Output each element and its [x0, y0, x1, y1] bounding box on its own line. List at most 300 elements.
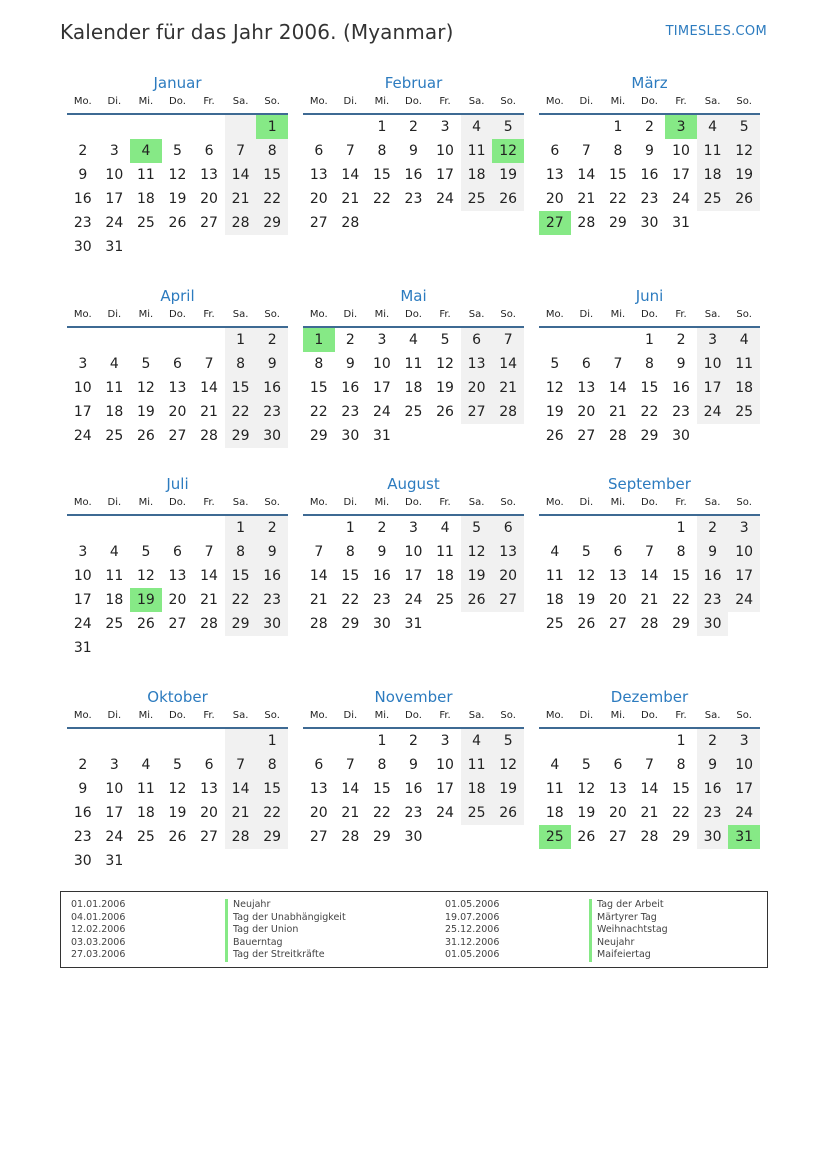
day-cell: 3 — [109, 143, 119, 159]
weekday-label: Do. — [169, 497, 186, 508]
weekday-label: Di. — [579, 309, 594, 320]
weekend-day: 29 — [225, 612, 257, 636]
day-cell: 9 — [409, 143, 418, 159]
day-cell: 21 — [341, 191, 360, 207]
weekday-label: So. — [264, 309, 280, 320]
day-cell: 26 — [136, 616, 155, 632]
month-6 — [539, 286, 760, 448]
day-blank — [162, 328, 194, 352]
legend-date: 19.07.2006 — [445, 911, 500, 923]
weekday-label: Mi. — [374, 710, 390, 721]
weekday-label: So. — [500, 710, 516, 721]
legend-holiday-name: Tag der Arbeit — [597, 899, 664, 910]
day-cell: 12 — [168, 167, 187, 183]
weekend-day: 4 — [728, 328, 760, 352]
weekday-header — [67, 306, 288, 328]
weekend-day: 6 — [492, 516, 524, 540]
month-name: August — [387, 475, 440, 493]
day-cell: 13 — [309, 167, 328, 183]
day-cell: 25 — [545, 616, 564, 632]
day-cell: 16 — [341, 380, 360, 396]
weekend-day: 9 — [256, 352, 288, 376]
day-blank — [571, 328, 603, 352]
weekend-day: 16 — [697, 564, 729, 588]
weekend-day: 28 — [225, 825, 257, 849]
weekend-day: 10 — [697, 352, 729, 376]
day-blank — [602, 516, 634, 540]
legend-holiday-name: Neujahr — [233, 899, 271, 910]
weekend-day: 22 — [225, 400, 257, 424]
day-cell: 17 — [672, 167, 690, 183]
day-cell: 15 — [372, 781, 391, 797]
weekday-label: Do. — [405, 96, 422, 107]
day-cell: 17 — [105, 805, 124, 821]
legend-date: 01.05.2006 — [445, 949, 500, 961]
weekday-label: So. — [264, 497, 280, 508]
weekend-day: 10 — [728, 540, 760, 564]
weekend-day: 5 — [461, 516, 493, 540]
day-cell: 22 — [341, 592, 360, 608]
weekday-label: Fr. — [439, 710, 451, 721]
month-10 — [67, 687, 288, 873]
day-cell: 21 — [200, 592, 218, 608]
weekend-day: 18 — [461, 777, 493, 801]
day-cell: 24 — [73, 428, 92, 444]
weekend-day: 5 — [728, 115, 760, 139]
day-cell: 29 — [341, 616, 360, 632]
day-cell: 3 — [109, 757, 119, 773]
day-cell: 8 — [377, 757, 387, 773]
day-blank — [303, 115, 335, 139]
weekday-label: Do. — [169, 710, 186, 721]
day-cell: 19 — [136, 404, 155, 420]
day-cell: 26 — [168, 829, 187, 845]
weekday-label: Mo. — [309, 96, 328, 107]
day-cell: 2 — [377, 520, 387, 536]
weekday-label: Sa. — [704, 96, 721, 107]
weekend-day: 8 — [256, 753, 288, 777]
weekday-label: Fr. — [439, 309, 451, 320]
day-cell: 9 — [377, 544, 387, 560]
day-cell: 10 — [672, 143, 690, 159]
day-cell: 17 — [404, 568, 423, 584]
weekend-day: 23 — [697, 801, 729, 825]
day-cell: 10 — [404, 544, 423, 560]
weekend-day: 8 — [225, 540, 257, 564]
day-cell: 3 — [78, 544, 88, 560]
weekday-label: Di. — [579, 497, 594, 508]
day-cell: 24 — [672, 191, 690, 207]
weekend-day: 19 — [461, 564, 493, 588]
day-cell: 28 — [309, 616, 328, 632]
weekday-label: Mo. — [73, 497, 92, 508]
day-cell: 8 — [314, 356, 324, 372]
weekend-day: 7 — [225, 139, 257, 163]
day-cell: 2 — [345, 332, 355, 348]
day-blank — [67, 729, 99, 753]
day-cell: 30 — [640, 215, 659, 231]
day-cell: 1 — [645, 332, 654, 348]
day-cell: 31 — [73, 640, 92, 656]
day-blank — [130, 516, 162, 540]
weekday-label: So. — [736, 710, 752, 721]
day-cell: 7 — [204, 544, 214, 560]
day-cell: 25 — [136, 215, 155, 231]
weekend-day: 11 — [697, 139, 729, 163]
weekend-day: 24 — [697, 400, 729, 424]
day-cell: 4 — [109, 356, 119, 372]
day-cell: 18 — [136, 191, 155, 207]
weekday-label: Sa. — [232, 497, 249, 508]
day-cell: 7 — [314, 544, 324, 560]
weekend-day: 23 — [256, 588, 288, 612]
day-cell: 7 — [645, 544, 654, 560]
weekday-label: So. — [264, 96, 280, 107]
day-blank — [99, 516, 131, 540]
day-blank — [162, 516, 194, 540]
day-cell: 2 — [676, 332, 686, 348]
legend-holiday-name: Tag der Unabhängigkeit — [233, 911, 346, 923]
weekday-label: Sa. — [468, 710, 485, 721]
day-cell: 8 — [345, 544, 355, 560]
weekday-label: Mi. — [138, 497, 154, 508]
day-cell: 21 — [640, 805, 659, 821]
day-cell: 28 — [200, 616, 218, 632]
weekend-day: 15 — [256, 163, 288, 187]
weekend-day: 3 — [697, 328, 729, 352]
day-cell: 6 — [613, 544, 623, 560]
weekend-day: 18 — [461, 163, 493, 187]
day-cell: 10 — [73, 380, 92, 396]
day-cell: 22 — [372, 191, 391, 207]
day-cell: 19 — [577, 592, 596, 608]
day-cell: 24 — [404, 592, 423, 608]
weekend-day: 12 — [728, 139, 760, 163]
day-cell: 3 — [377, 332, 387, 348]
page-title: Kalender für das Jahr 2006. (Myanmar) — [60, 20, 454, 44]
weekend-day: 16 — [256, 376, 288, 400]
weekend-day: 25 — [728, 400, 760, 424]
weekday-label: Mo. — [309, 710, 328, 721]
day-cell: 13 — [608, 781, 627, 797]
holiday-day: 19 — [130, 588, 162, 612]
day-cell: 3 — [409, 520, 418, 536]
day-grid — [539, 516, 760, 636]
weekend-day: 21 — [492, 376, 524, 400]
weekday-label: Di. — [343, 309, 358, 320]
day-cell: 15 — [640, 380, 659, 396]
day-cell: 15 — [672, 568, 690, 584]
day-cell: 24 — [105, 215, 124, 231]
day-cell: 14 — [200, 568, 218, 584]
weekday-label: Mo. — [545, 309, 564, 320]
weekend-day: 10 — [728, 753, 760, 777]
day-cell: 23 — [640, 191, 659, 207]
weekday-header — [67, 494, 288, 516]
day-cell: 16 — [404, 167, 423, 183]
day-cell: 27 — [309, 829, 328, 845]
weekend-day: 19 — [492, 777, 524, 801]
weekday-label: Mo. — [309, 309, 328, 320]
day-cell: 19 — [545, 404, 564, 420]
weekday-label: Sa. — [232, 96, 249, 107]
day-cell: 23 — [404, 805, 423, 821]
day-cell: 5 — [141, 544, 151, 560]
weekday-header — [303, 494, 524, 516]
weekday-label: Di. — [107, 497, 122, 508]
day-cell: 10 — [105, 167, 124, 183]
weekday-label: Sa. — [468, 497, 485, 508]
day-cell: 16 — [404, 781, 423, 797]
weekday-label: Fr. — [203, 309, 215, 320]
month-11 — [303, 687, 524, 849]
weekend-day: 28 — [225, 211, 257, 235]
weekday-label: Mi. — [138, 710, 154, 721]
day-cell: 19 — [577, 805, 596, 821]
day-cell: 17 — [105, 191, 124, 207]
weekday-header — [303, 707, 524, 729]
month-name: Oktober — [147, 688, 208, 706]
day-cell: 20 — [200, 191, 218, 207]
day-cell: 28 — [608, 428, 627, 444]
day-cell: 13 — [200, 781, 218, 797]
weekend-day: 14 — [225, 163, 257, 187]
weekend-day: 27 — [492, 588, 524, 612]
day-cell: 28 — [341, 829, 360, 845]
day-cell: 9 — [409, 757, 418, 773]
legend-dates-left — [71, 899, 125, 962]
day-cell: 11 — [545, 781, 564, 797]
day-cell: 7 — [613, 356, 623, 372]
day-blank — [602, 328, 634, 352]
day-cell: 22 — [309, 404, 328, 420]
day-cell: 10 — [105, 781, 124, 797]
day-cell: 18 — [545, 592, 564, 608]
day-cell: 14 — [341, 167, 360, 183]
weekend-day: 9 — [697, 540, 729, 564]
day-grid — [539, 328, 760, 448]
weekend-day: 11 — [461, 139, 493, 163]
weekday-label: Mo. — [545, 710, 564, 721]
day-cell: 9 — [78, 167, 88, 183]
day-grid — [539, 115, 760, 235]
day-cell: 2 — [78, 757, 88, 773]
day-cell: 14 — [608, 380, 627, 396]
day-cell: 14 — [640, 568, 659, 584]
day-cell: 4 — [550, 757, 560, 773]
day-blank — [571, 115, 603, 139]
day-cell: 14 — [309, 568, 328, 584]
day-cell: 24 — [436, 191, 454, 207]
month-2 — [303, 73, 524, 235]
day-cell: 1 — [345, 520, 355, 536]
day-cell: 26 — [436, 404, 454, 420]
day-cell: 12 — [136, 568, 155, 584]
day-cell: 25 — [105, 616, 124, 632]
day-blank — [99, 729, 131, 753]
weekend-day: 4 — [461, 729, 493, 753]
day-blank — [225, 729, 257, 753]
weekday-header — [539, 93, 760, 115]
day-cell: 30 — [372, 616, 391, 632]
month-1 — [67, 73, 288, 259]
day-cell: 11 — [436, 544, 454, 560]
weekday-label: Di. — [343, 497, 358, 508]
weekday-label: Sa. — [468, 309, 485, 320]
holiday-day: 4 — [130, 139, 162, 163]
day-cell: 2 — [409, 733, 418, 749]
weekday-label: Mi. — [374, 96, 390, 107]
day-cell: 20 — [608, 805, 627, 821]
day-cell: 15 — [372, 167, 391, 183]
weekend-day: 24 — [728, 801, 760, 825]
weekday-label: So. — [264, 710, 280, 721]
weekday-label: Di. — [579, 96, 594, 107]
holiday-day: 3 — [665, 115, 697, 139]
day-cell: 4 — [409, 332, 418, 348]
day-cell: 12 — [545, 380, 564, 396]
weekend-day: 15 — [225, 376, 257, 400]
legend-names-right — [597, 899, 668, 962]
weekday-label: Mo. — [309, 497, 328, 508]
weekday-header — [539, 306, 760, 328]
day-cell: 18 — [136, 805, 155, 821]
day-cell: 12 — [436, 356, 454, 372]
day-grid — [67, 328, 288, 448]
weekend-day: 25 — [461, 801, 493, 825]
day-grid — [303, 516, 524, 636]
day-cell: 9 — [78, 781, 88, 797]
weekend-day: 22 — [256, 801, 288, 825]
day-cell: 21 — [200, 404, 218, 420]
weekend-day: 22 — [256, 187, 288, 211]
day-cell: 18 — [105, 404, 124, 420]
day-cell: 5 — [173, 757, 182, 773]
day-cell: 29 — [672, 616, 690, 632]
month-5 — [303, 286, 524, 448]
day-cell: 26 — [577, 829, 596, 845]
day-blank — [335, 115, 367, 139]
weekend-day: 7 — [225, 753, 257, 777]
day-cell: 1 — [613, 119, 623, 135]
weekday-label: Sa. — [704, 710, 721, 721]
day-cell: 14 — [577, 167, 596, 183]
day-cell: 2 — [409, 119, 418, 135]
day-blank — [571, 729, 603, 753]
day-cell: 11 — [105, 568, 124, 584]
weekday-header — [539, 494, 760, 516]
day-cell: 18 — [545, 805, 564, 821]
day-cell: 3 — [440, 733, 450, 749]
legend-date: 27.03.2006 — [71, 949, 126, 961]
weekend-day: 19 — [492, 163, 524, 187]
legend-holiday-name: Märtyrer Tag — [597, 911, 657, 923]
weekend-day: 15 — [256, 777, 288, 801]
weekday-label: Mo. — [73, 309, 92, 320]
day-cell: 11 — [404, 356, 423, 372]
day-cell: 5 — [173, 143, 182, 159]
day-cell: 27 — [608, 616, 627, 632]
day-cell: 24 — [105, 829, 124, 845]
weekday-label: Di. — [107, 710, 122, 721]
day-blank — [193, 328, 225, 352]
weekday-label: Sa. — [704, 309, 721, 320]
legend-names-left — [233, 899, 346, 962]
weekend-day: 2 — [697, 729, 729, 753]
day-cell: 28 — [640, 829, 659, 845]
day-cell: 8 — [613, 143, 623, 159]
legend-holiday-name: Tag der Union — [233, 924, 299, 936]
weekend-day: 21 — [225, 801, 257, 825]
day-blank — [99, 328, 131, 352]
day-cell: 27 — [309, 215, 328, 231]
weekend-day: 11 — [728, 352, 760, 376]
weekend-day: 26 — [728, 187, 760, 211]
weekday-label: So. — [500, 96, 516, 107]
day-cell: 21 — [608, 404, 627, 420]
weekend-day: 14 — [225, 777, 257, 801]
day-cell: 10 — [372, 356, 391, 372]
weekend-day: 28 — [492, 400, 524, 424]
month-name: Februar — [384, 74, 443, 92]
weekend-day: 26 — [492, 187, 524, 211]
day-blank — [67, 115, 99, 139]
brand-link[interactable]: TIMESLES.COM — [665, 24, 767, 39]
legend-holiday-name: Neujahr — [597, 936, 635, 948]
weekend-day: 2 — [697, 516, 729, 540]
weekday-label: Di. — [107, 96, 122, 107]
holiday-day: 27 — [539, 211, 571, 235]
day-cell: 7 — [581, 143, 591, 159]
weekday-label: So. — [500, 497, 516, 508]
weekend-day: 29 — [225, 424, 257, 448]
weekday-label: Di. — [343, 710, 358, 721]
legend-holiday-name: Bauerntag — [233, 936, 283, 948]
weekend-day: 6 — [461, 328, 493, 352]
day-cell: 26 — [136, 428, 155, 444]
day-cell: 23 — [341, 404, 360, 420]
day-cell: 16 — [372, 568, 391, 584]
day-cell: 7 — [204, 356, 214, 372]
day-cell: 18 — [105, 592, 124, 608]
day-cell: 27 — [200, 829, 218, 845]
month-name: Januar — [153, 74, 202, 92]
day-cell: 29 — [309, 428, 328, 444]
day-cell: 28 — [200, 428, 218, 444]
weekday-header — [67, 93, 288, 115]
month-name: September — [608, 475, 691, 493]
day-cell: 6 — [550, 143, 560, 159]
day-cell: 12 — [136, 380, 155, 396]
day-blank — [193, 516, 225, 540]
weekday-label: Do. — [405, 497, 422, 508]
weekday-label: Fr. — [675, 309, 687, 320]
day-cell: 9 — [345, 356, 355, 372]
day-cell: 15 — [672, 781, 690, 797]
day-blank — [539, 729, 571, 753]
day-cell: 13 — [200, 167, 218, 183]
weekend-day: 29 — [256, 211, 288, 235]
legend-date: 01.01.2006 — [71, 899, 126, 910]
day-cell: 12 — [577, 781, 596, 797]
day-cell: 12 — [168, 781, 187, 797]
month-12 — [539, 687, 760, 849]
month-9 — [539, 474, 760, 636]
weekend-day: 20 — [492, 564, 524, 588]
day-cell: 24 — [372, 404, 391, 420]
day-cell: 21 — [577, 191, 596, 207]
weekday-label: So. — [736, 309, 752, 320]
